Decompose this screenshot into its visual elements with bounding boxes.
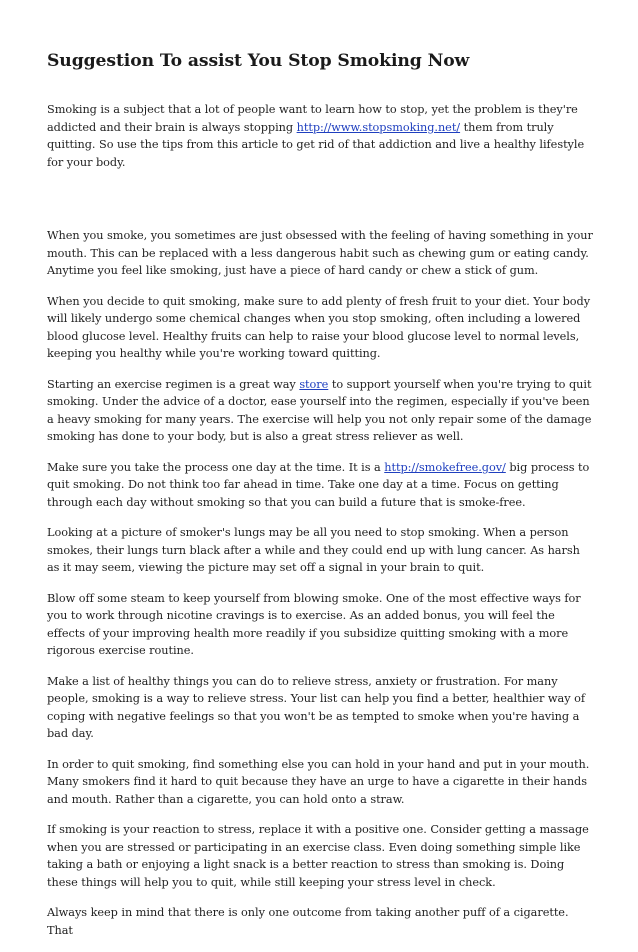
paragraph-text: In order to quit smoking, find something else you can hold in your hand and put in your mouth. Many smokers find it hard to quit because they have an urge to have a cigarette in their hands and mouth. Rather than a cigarette, you can hold onto a straw. — [47, 757, 590, 806]
paragraph-text: big process to quit smoking. Do not think too far ahead in time. Take one day at a time. Focus on getting through each day without smoking so that you can build a future that is smoke-free. — [47, 460, 590, 509]
smokefree-link[interactable]: http://smokefree.gov/ — [384, 460, 506, 474]
paragraph-text: Make sure you take the process one day at the time. It is a — [47, 460, 385, 474]
paragraph-stress-reaction — [47, 821, 595, 891]
paragraph-one-day — [47, 459, 595, 512]
paragraph-text: Smoking is a subject that a lot of people want to learn how to stop, yet the problem is they're addicted and their brain is always stopping — [47, 103, 578, 134]
paragraph-text: them from truly quitting. So use the tips from this article to get rid of that addiction and live a healthy lifestyle for your body. — [47, 120, 585, 169]
paragraph-text: Blow off some steam to keep yourself from blowing smoke. One of the most effective ways for you to work through nicotine cravings is to exercise. As an added bonus, you will feel the effects of your improving health more readily if you subsidize quitting smoking with a more rigorous exercise routine. — [47, 591, 581, 657]
paragraph-blow-off-steam — [47, 590, 595, 660]
paragraph-fresh-fruit — [47, 293, 595, 363]
paragraph-oral-habit — [47, 227, 595, 280]
page-title: Suggestion To assist You Stop Smoking Now — [47, 51, 470, 71]
paragraph-text: Make a list of healthy things you can do to relieve stress, anxiety or frustration. For many people, smoking is a way to relieve stress. Your list can help you find a better, healthier way of coping with negative feelings so that you won't be as tempted to smoke when you're having a bad day. — [47, 674, 585, 740]
paragraph-text: Starting an exercise regimen is a great way — [47, 377, 300, 391]
store-link[interactable]: store — [299, 377, 329, 391]
paragraph-text: Always keep in mind that there is only one outcome from taking another puff of a cigarette. That — [47, 906, 569, 937]
document-page — [47, 49, 595, 952]
paragraph-text: If smoking is your reaction to stress, replace it with a positive one. Consider getting a massage when you are stressed or participating in an exercise class. Even doing something simple like taking a bath or enjoying a light snack is a better reaction to stress than smoking is. Doing these things will help you to quit, while still keeping your stress level in check. — [47, 823, 589, 889]
paragraph-exercise-regimen — [47, 376, 595, 446]
paragraph-lungs-picture — [47, 524, 595, 577]
paragraph-text: Looking at a picture of smoker's lungs may be all you need to stop smoking. When a person smokes, their lungs turn black after a while and they could end up with lung cancer. As harsh as it may seem, viewing the picture may set off a signal in your brain to quit. — [47, 526, 580, 574]
paragraph-healthy-list — [47, 673, 595, 743]
paragraph-text: When you decide to quit smoking, make sure to add plenty of fresh fruit to your diet. Your body will likely undergo some chemical changes when you stop smoking, often including a lowered blood glucose level. Healthy fruits can help to raise your blood glucose level to normal levels, keeping you healthy while you're working toward quitting. — [47, 294, 591, 360]
paragraph-one-outcome — [47, 904, 595, 939]
paragraph-hold-something — [47, 756, 595, 809]
stopsmoking-link[interactable]: http://www.stopsmoking.net/ — [296, 120, 461, 134]
paragraph-intro — [47, 101, 595, 171]
paragraph-text: When you smoke, you sometimes are just obsessed with the feeling of having something in your mouth. This can be replaced with a less dangerous habit such as chewing gum or eating candy. Anytime you feel like smoking, just have a piece of hard candy or chew a stick of gum. — [47, 229, 593, 277]
paragraph-text: to support yourself when you're trying to quit smoking. Under the advice of a doctor, ease yourself into the regimen, especially if you've been a heavy smoking for many years. The exercise will help you not only repair some of the damage smoking has done to your body, but is also a great stress reliever as well. — [47, 377, 592, 443]
